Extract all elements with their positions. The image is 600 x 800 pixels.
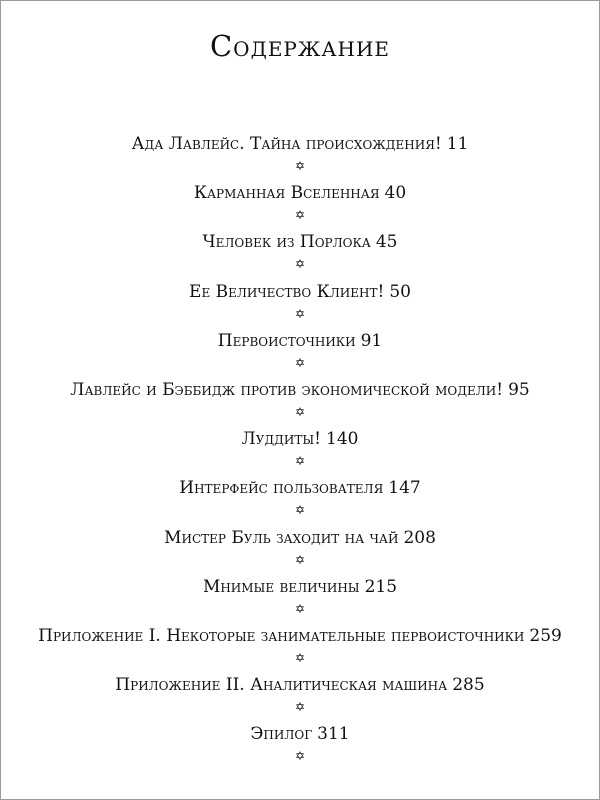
toc-entry-text [1, 574, 599, 600]
star-of-david-icon: ✡ [294, 257, 306, 272]
toc-entry-text [1, 475, 599, 501]
toc-entry-title: Лавлейс и Бэббидж против экономической модели! [70, 379, 504, 400]
toc-entry-text [1, 229, 599, 255]
toc-entry-title: Приложение II. Аналитическая машина [115, 675, 448, 696]
star-of-david-icon: ✡ [294, 650, 306, 665]
toc-entry-text [1, 721, 599, 747]
toc-entry-page: 259 [529, 625, 562, 646]
star-of-david-icon: ✡ [294, 208, 306, 223]
toc-entry-title: Эпилог [250, 724, 313, 745]
toc-entry [1, 377, 599, 426]
toc-entry [1, 623, 599, 672]
toc-entry [1, 131, 599, 180]
toc-entry-page: 95 [508, 379, 530, 400]
toc-entry-page: 285 [452, 675, 485, 696]
toc-entry-page: 91 [360, 330, 383, 351]
toc-entry-title: Луддиты! [241, 429, 322, 450]
star-of-david-icon: ✡ [294, 552, 306, 567]
toc-entry-text [1, 279, 599, 305]
toc-entry-text [1, 525, 599, 551]
toc-entry-page: 147 [388, 478, 421, 499]
toc-entry [1, 525, 599, 574]
star-of-david-icon: ✡ [294, 306, 306, 321]
toc-entry-page: 40 [384, 183, 407, 204]
toc-entry-page: 140 [326, 429, 359, 450]
toc-entry-text [1, 180, 599, 206]
toc-entry-page: 208 [403, 527, 436, 548]
toc-entry-text [1, 426, 599, 452]
toc-entry-text [1, 328, 599, 354]
toc-entry-text [1, 623, 599, 649]
toc-entry [1, 721, 599, 770]
toc-entry [1, 672, 599, 721]
toc-entry [1, 180, 599, 229]
toc-entry-title: Ее Величество Клиент! [189, 281, 385, 302]
toc-entry-title: Мнимые величины [202, 576, 360, 597]
toc-entry-page: 11 [446, 134, 469, 154]
toc-entry-page: 215 [364, 576, 398, 597]
toc-entry-page: 45 [375, 232, 398, 253]
toc-entry-title: Первоисточники [217, 330, 356, 351]
star-of-david-icon: ✡ [294, 749, 306, 764]
star-of-david-icon: ✡ [294, 355, 306, 370]
star-of-david-icon: ✡ [294, 700, 306, 715]
toc-entry-page: 311 [317, 724, 350, 745]
toc-entry [1, 279, 599, 328]
star-of-david-icon: ✡ [294, 454, 306, 469]
toc-entry-title: Мистер Буль заходит на чай [164, 527, 399, 548]
toc-entry [1, 426, 599, 475]
star-of-david-icon: ✡ [294, 503, 306, 518]
toc-entry-page: 50 [389, 281, 411, 302]
toc-entry [1, 475, 599, 524]
page-title: Содержание [209, 29, 390, 63]
toc-entry [1, 328, 599, 377]
star-of-david-icon: ✡ [294, 404, 306, 419]
toc-entry-title: Ада Лавлейс. Тайна происхождения! [131, 134, 442, 154]
toc-entry-text [1, 131, 599, 157]
toc-entry-title: Карманная Вселенная [193, 183, 380, 204]
toc-entry [1, 574, 599, 623]
star-of-david-icon: ✡ [294, 159, 306, 173]
toc-entry-title: Интерфейс пользователя [179, 478, 384, 499]
toc-entry-text [1, 377, 599, 403]
table-of-contents [1, 131, 599, 770]
toc-entry-text [1, 672, 599, 698]
toc-entry-title: Приложение I. Некоторые занимательные первоисточники [38, 625, 525, 646]
star-of-david-icon: ✡ [294, 601, 306, 616]
toc-entry [1, 229, 599, 278]
toc-entry-title: Человек из Порлока [202, 232, 371, 253]
